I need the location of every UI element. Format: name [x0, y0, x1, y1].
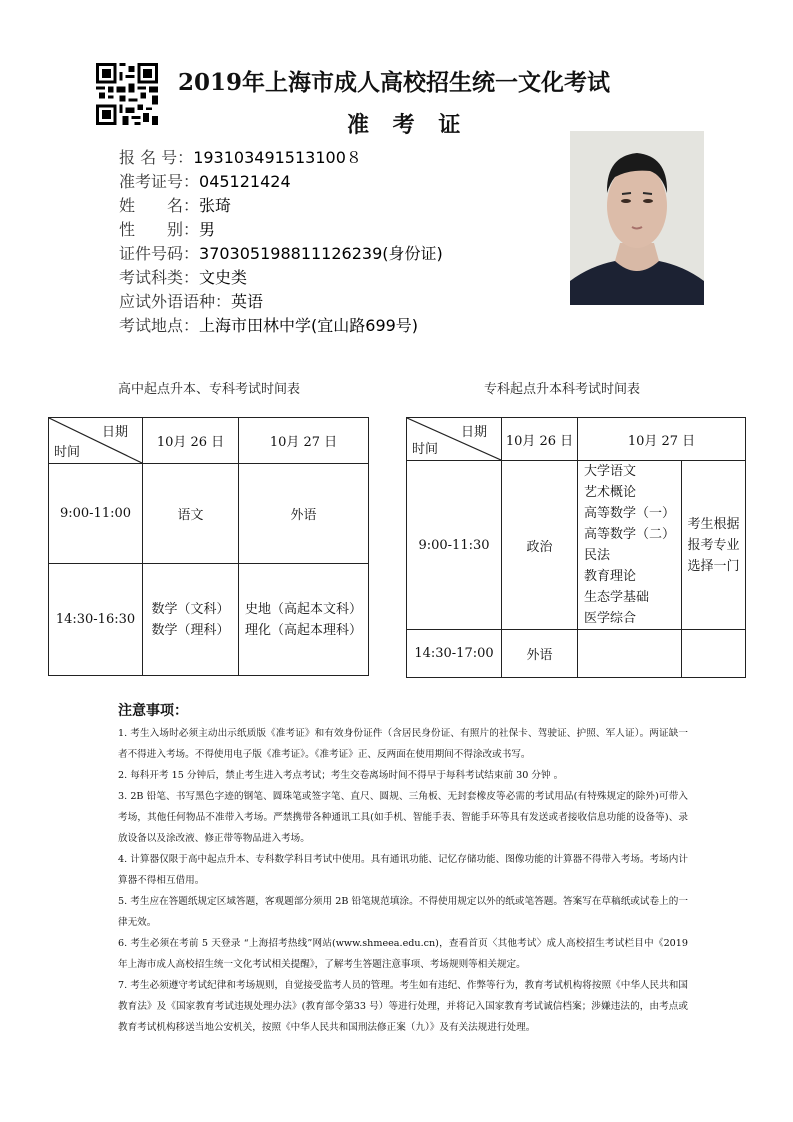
note-item: 6. 考生必须在考前 5 天登录 “上海招考热线”网站(www.shmeea.edu.cn)，查看首页〈其他考试〉成人高校招生考试栏目中《2019年上海市成人高校招生统一文化考试相关提醒》，了解考生答题注意事项、考场规则等相关规定。: [118, 938, 688, 970]
subject: 民法: [584, 548, 611, 563]
schedule-table-college: [406, 417, 746, 678]
info-label: 应试外语语种：: [119, 292, 232, 311]
subject: 数学（文科）: [151, 601, 230, 617]
info-label: 证件号码：: [119, 244, 200, 263]
corner-cell: [407, 418, 502, 461]
info-value: 文史类: [199, 268, 248, 287]
info-value: 045121424: [199, 172, 291, 191]
note-item: 2. 每科开考 15 分钟后，禁止考生进入考点考试；考生交卷离场时间不得早于每科考试结束前 30 分钟 。: [118, 770, 564, 781]
notes-section: [118, 700, 688, 1038]
date-header: 10月 26 日: [143, 418, 239, 464]
subject: 理化（高起本理科）: [244, 622, 362, 638]
table-row: [407, 630, 746, 678]
info-row-gender: [119, 218, 443, 242]
subject: 艺术概论: [584, 485, 637, 500]
subject-cell: 外语: [502, 630, 578, 678]
table-row: [49, 464, 369, 564]
date-header: 10月 27 日: [578, 418, 746, 461]
subject: 大学语文: [584, 464, 637, 479]
info-row-name: [119, 194, 443, 218]
info-row-foreign-language: [119, 290, 443, 314]
time-cell: 9:00-11:00: [49, 464, 143, 564]
corner-time-label: 时间: [54, 445, 81, 460]
time-cell: 14:30-17:00: [407, 630, 502, 678]
info-row-exam-category: [119, 266, 443, 290]
table2-caption: 专科起点升本科考试时间表: [484, 382, 641, 397]
subject: 教育理论: [584, 569, 637, 584]
document-title: 2019年上海市成人高校招生统一文化考试: [178, 69, 611, 96]
subject-cell: [143, 564, 239, 676]
info-label: 姓 名：: [119, 196, 200, 215]
note-item: 5. 考生应在答题纸规定区域答题，客观题部分须用 2B 铅笔规范填涂。不得使用规定以外的纸或笔答题。答案写在草稿纸或试卷上的一律无效。: [118, 896, 688, 928]
schedule-table-high-school: [48, 417, 369, 676]
note-item: 4. 计算器仅限于高中起点升本、专科数学科目考试中使用。具有通讯功能、记忆存储功能、图像功能的计算器不得带入考场。考场内计算器不得相互借用。: [118, 854, 688, 886]
note-line: 报考专业: [687, 537, 740, 553]
table-row: [407, 461, 746, 630]
info-row-registration-number: [119, 146, 443, 170]
info-value: 193103491513100８: [193, 148, 362, 167]
info-row-exam-location: [119, 314, 443, 338]
subject: 高等数学（一）: [584, 506, 676, 521]
info-value: 男: [199, 220, 216, 239]
date-header: 10月 27 日: [239, 418, 369, 464]
empty-cell: [578, 630, 682, 678]
qr-code-icon: [96, 63, 158, 125]
time-cell: 9:00-11:30: [407, 461, 502, 630]
subject-cell: [239, 564, 369, 676]
corner-cell: [49, 418, 143, 464]
info-row-id-number: [119, 242, 443, 266]
subject: 生态学基础: [584, 590, 650, 605]
info-label: 性 别：: [119, 220, 200, 239]
note-item: 3. 2B 铅笔、书写黑色字迹的钢笔、圆珠笔或签字笔、直尺、圆规、三角板、无封套橡皮等必需的考试用品(有特殊规定的除外)可带入考场，其他任何物品不准带入考场。严禁携带各种通讯工具(如手机、智能手表、智能手环等具有发送或者接收信息功能的设备等)、录放设备以及涂改液、修正带等物品进入考场。: [118, 791, 688, 844]
note-line: 选择一门: [687, 558, 740, 574]
subject-cell: 政治: [502, 461, 578, 630]
corner-date-label: 日期: [460, 425, 487, 440]
notes-title: 注意事项：: [118, 703, 188, 719]
note-line: 考生根据: [687, 516, 740, 532]
info-value: 英语: [231, 292, 264, 311]
info-label: 准考证号：: [119, 172, 200, 191]
info-value: 上海市田林中学(宜山路699号): [199, 316, 419, 335]
subject: 医学综合: [584, 611, 637, 626]
time-cell: 14:30-16:30: [49, 564, 143, 676]
subject-cell: 外语: [239, 464, 369, 564]
info-row-admission-number: [119, 170, 443, 194]
document-subtitle: 准 考 证: [347, 112, 469, 138]
subject-cell: 语文: [143, 464, 239, 564]
subject: 数学（理科）: [151, 622, 230, 638]
subject: 史地（高起本文科）: [244, 601, 362, 617]
info-value: 370305198811126239(身份证): [199, 244, 443, 263]
note-item: 1. 考生入场时必须主动出示纸质版《准考证》和有效身份证件（含居民身份证、有照片的社保卡、驾驶证、护照、军人证）。两证缺一者不得进入考场。不得使用电子版《准考证》。《准考证》正、反两面在使用期间不得涂改或书写。: [118, 728, 688, 760]
elective-note-cell: [682, 461, 746, 630]
date-header: 10月 26 日: [502, 418, 578, 461]
note-item: 7. 考生必须遵守考试纪律和考场规则，自觉接受监考人员的管理。考生如有违纪、作弊等行为，教育考试机构将按照《中华人民共和国教育法》及《国家教育考试违规处理办法》(教育部令第33 号）等进行处理，并将记入国家教育考试诚信档案；涉嫌违法的，由考点或教育考试机构移送当地公安机关，按照《中华人民共和国刑法修正案（九）》及有关法规进行处理。: [118, 980, 688, 1033]
info-label: 考试科类：: [119, 268, 200, 287]
candidate-info: [119, 146, 443, 338]
empty-cell: [682, 630, 746, 678]
info-label: 考试地点：: [119, 316, 200, 335]
candidate-photo: [570, 131, 704, 305]
info-value: 张琦: [199, 196, 232, 215]
corner-date-label: 日期: [101, 425, 128, 440]
table1-caption: 高中起点升本、专科考试时间表: [118, 382, 301, 397]
table-row: [49, 564, 369, 676]
elective-subjects-cell: [578, 461, 682, 630]
info-label: 报 名 号：: [119, 148, 194, 167]
subject: 高等数学（二）: [584, 527, 676, 542]
corner-time-label: 时间: [412, 442, 439, 457]
